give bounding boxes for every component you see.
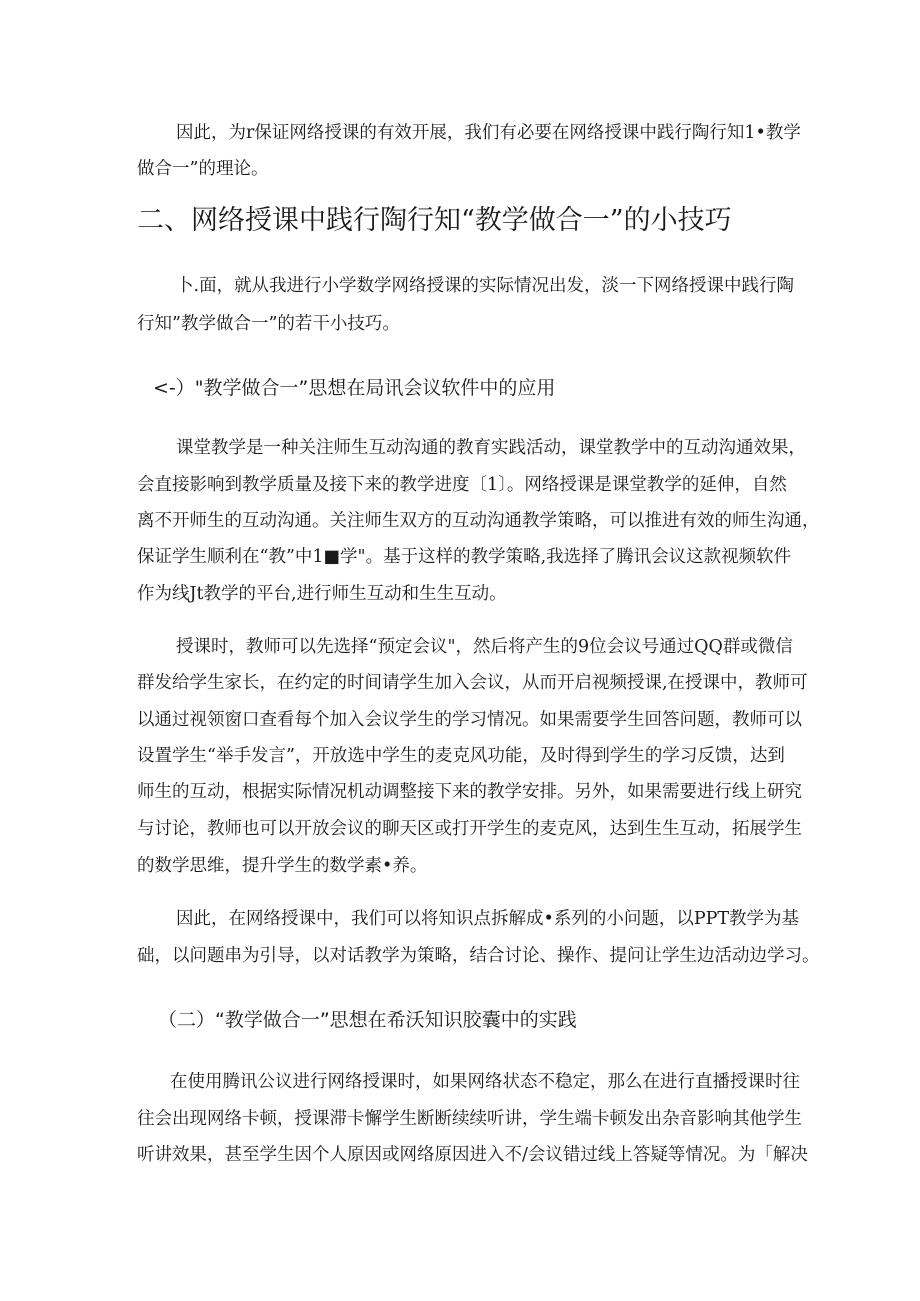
subsection-heading: （二）“教学做合一”思想在希沃知识胶囊中的实践 [158,1009,577,1031]
paragraph-line: 因此，为r保证网络授课的有效开展，我们有必要在网络授课中践行陶行知1•教学 [176,123,801,143]
paragraph-line: 以通过视领窗口查看每个加入会议学生的学习情况。如果需要学生回答问题，教师可以 [137,710,802,730]
paragraph-line: 与讨论，教师也可以开放会议的聊天区或打开学生的麦克风，达到生生互动，拓展学生 [137,819,802,839]
paragraph-line: 在使用腾讯公议进行网络授课时，如果网络状态不稳定，那么在进行直播授课时往 [170,1072,800,1092]
paragraph-line: 往会出现网络卡顿，授课滞卡懈学生断断续续听讲，学生端卡顿发出杂音影响其他学生 [137,1109,802,1129]
section-heading: 二、网络授课中践行陶行知“教学做合一”的小技巧 [137,205,732,236]
paragraph-line: 保证学生顺利在“教”中1■学"。基于这样的教学策略,我选择了腾讯会议这款视频软件 [137,547,792,567]
paragraph-line: 离不开师生的互动沟通。关注师生双方的互动沟通教学策略，可以推进有效的师生沟通， [137,511,820,531]
paragraph-line: 授课时，教师可以先选择“预定会议"，然后将产生的9位会议号通过QQ群或微信 [176,637,793,657]
subsection-heading: <-）"教学做合一”思想在局讯会议软件中的应用 [153,377,556,399]
paragraph-line: 的数学思维，提升学生的数学素•养。 [137,856,428,876]
paragraph-line: 因此，在网络授课中，我们可以将知识点拆解成•系列的小问题，以PPT教学为基 [176,909,800,929]
paragraph-line: 课堂教学是一种关注师生互动沟通的教育实践活动，课堂教学中的互动沟通效果， [176,438,806,458]
paragraph-line: 行知”教学做合一”的若干小技巧。 [137,314,400,334]
paragraph-line: 做合一”的理论。 [137,159,269,179]
paragraph-line: 会直接影响到教学质量及接下来的教学进度〔1〕。网络授课是课堂教学的延伸，自然 [137,475,787,495]
paragraph-line: 群发给学生家长，在约定的时间请学生加入会议，从而开启视频授课,在授课中，教师可 [137,673,808,693]
paragraph-line: 设置学生“举手发言”，开放选中学生的麦克风功能，及时得到学生的学习反馈，达到 [137,746,785,766]
paragraph-line: 作为线Jt教学的平台,进行师生互动和生生互动。 [137,584,507,604]
paragraph-line: 卜.面，就从我进行小学数学网络授课的实际情况出发，淡一下网络授课中践行陶 [176,276,795,296]
paragraph-line: 础，以问题串为引导，以对话教学为策略，结合讨论、操作、提问让学生边活动边学习。 [137,946,820,966]
paragraph-line: 听讲效果，甚至学生因个人原因或网络原因进入不/会议错过线上答疑等情况。为「解决 [137,1145,808,1165]
paragraph-line: 师生的互动，根据实际情况机动调整接下来的教学安排。另外，如果需要进行线上研究 [137,782,802,802]
